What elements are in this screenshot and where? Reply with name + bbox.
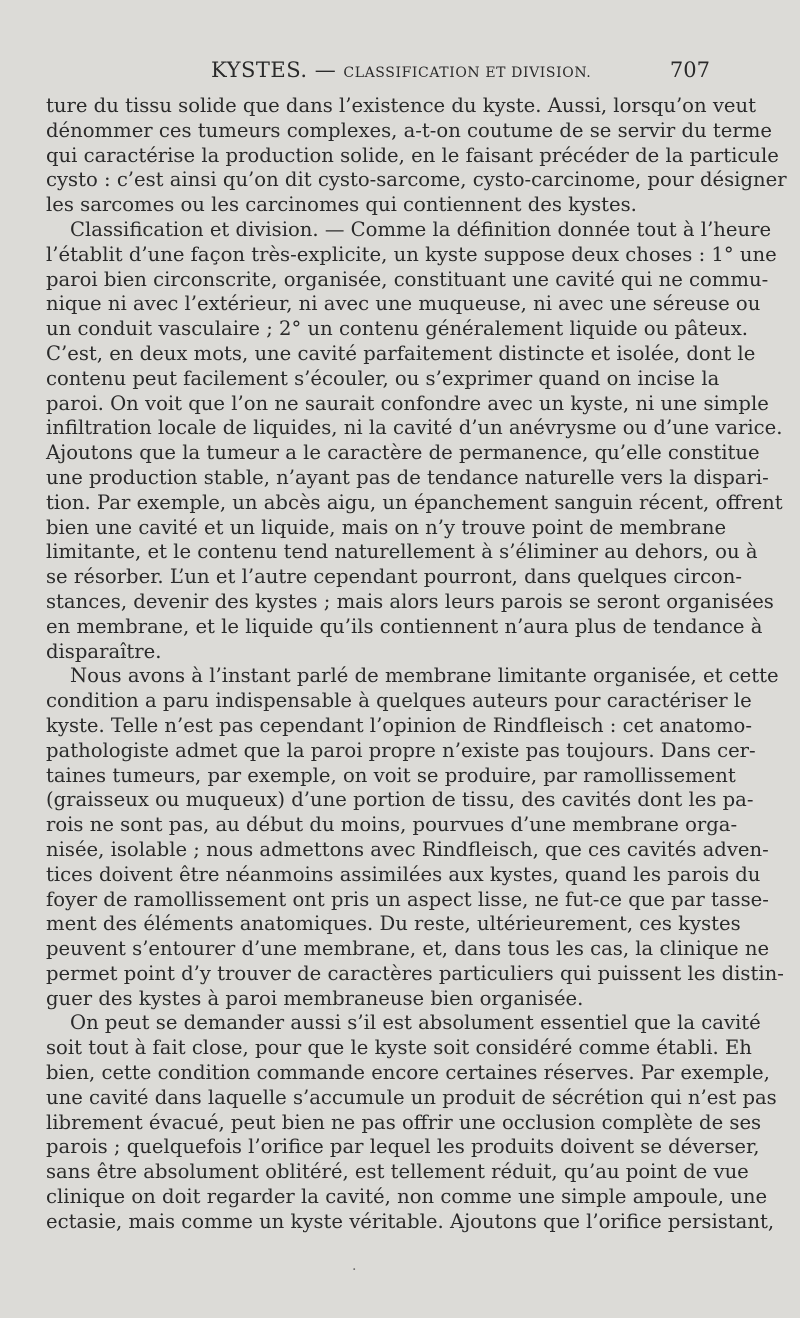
text-line: bien, cette condition commande encore certaines réserves. Par exemple, xyxy=(46,1061,770,1085)
page-header xyxy=(46,58,710,88)
text-line: nique ni avec l’extérieur, ni avec une muqueuse, ni avec une séreuse ou xyxy=(46,292,761,316)
text-line: ment des éléments anatomiques. Du reste, ultérieurement, ces kystes xyxy=(46,912,741,936)
text-line: tion. Par exemple, un abcès aigu, un épanchement sanguin récent, offrent xyxy=(46,490,783,514)
text-line: Ajoutons que la tumeur a le caractère de permanence, qu’elle constitue xyxy=(46,441,760,465)
text-line: l’établit d’une façon très-explicite, un kyste suppose deux choses : 1° une xyxy=(46,242,777,266)
text-line: condition a paru indispensable à quelques auteurs pour caractériser le xyxy=(46,689,752,713)
text-line: les sarcomes ou les carcinomes qui contiennent des kystes. xyxy=(46,193,637,217)
text-line: C’est, en deux mots, une cavité parfaitement distincte et isolée, dont le xyxy=(46,341,756,365)
text-line: qui caractérise la production solide, en le faisant précéder de la particule xyxy=(46,143,779,167)
text-line: ture du tissu solide que dans l’existence du kyste. Aussi, lorsqu’on veut xyxy=(46,94,756,117)
page-number: 707 xyxy=(669,58,710,82)
text-line: guer des kystes à paroi membraneuse bien organisée. xyxy=(46,986,584,1010)
text-line: une cavité dans laquelle s’accumule un produit de sécrétion qui n’est pas xyxy=(46,1085,777,1109)
text-line: une production stable, n’ayant pas de tendance naturelle vers la dispari- xyxy=(46,465,769,489)
text-line: en membrane, et le liquide qu’ils contiennent n’aura plus de tendance à xyxy=(46,614,763,638)
text-line: bien une cavité et un liquide, mais on n’y trouve point de membrane xyxy=(46,515,727,539)
text-line: disparaître. xyxy=(46,639,162,663)
text-line: foyer de ramollissement ont pris un aspect lisse, ne fut-ce que par tasse- xyxy=(46,887,769,911)
text-line: dénommer ces tumeurs complexes, a-t-on coutume de se servir du terme xyxy=(46,118,772,142)
text-line: limitante, et le contenu tend naturellement à s’éliminer au dehors, ou à xyxy=(46,540,758,564)
footer-mark: · xyxy=(352,1262,357,1278)
text-line: ectasie, mais comme un kyste véritable. Ajoutons que l’orifice persistant, xyxy=(46,1209,775,1233)
text-line: paroi bien circonscrite, organisée, constituant une cavité qui ne commu- xyxy=(46,267,769,291)
text-line: On peut se demander aussi s’il est absolument essentiel que la cavité xyxy=(70,1011,761,1035)
text-line: cysto : c’est ainsi qu’on dit cysto-sarcome, cysto-carcinome, pour désigner xyxy=(46,168,787,192)
text-line: peuvent s’entourer d’une membrane, et, dans tous les cas, la clinique ne xyxy=(46,937,770,961)
text-line: contenu peut facilement s’écouler, ou s’exprimer quand on incise la xyxy=(46,366,720,390)
text-line: pathologiste admet que la paroi propre n’existe pas toujours. Dans cer- xyxy=(46,738,756,762)
text-line: tices doivent être néanmoins assimilées aux kystes, quand les parois du xyxy=(46,862,761,886)
text-line: infiltration locale de liquides, ni la cavité d’un anévrysme ou d’une varice. xyxy=(46,416,783,440)
text-line: (graisseux ou muqueux) d’une portion de tissu, des cavités dont les pa- xyxy=(46,788,754,812)
text-line: nisée, isolable ; nous admettons avec Rindfleisch, que ces cavités adven- xyxy=(46,837,769,861)
text-line: se résorber. L’un et l’autre cependant pourront, dans quelques circon- xyxy=(46,565,742,589)
text-line: sans être absolument oblitéré, est tellement réduit, qu’au point de vue xyxy=(46,1160,749,1184)
text-line: clinique on doit regarder la cavité, non comme une simple ampoule, une xyxy=(46,1185,768,1209)
running-title-main: KYSTES. — xyxy=(211,58,337,82)
text-line: Nous avons à l’instant parlé de membrane limitante organisée, et cette xyxy=(70,664,779,688)
text-line: stances, devenir des kystes ; mais alors leurs parois se seront organisées xyxy=(46,589,774,613)
text-line: taines tumeurs, par exemple, on voit se produire, par ramollissement xyxy=(46,763,736,787)
running-title-section: CLASSIFICATION ET DIVISION. xyxy=(343,65,592,81)
body-text xyxy=(46,94,787,1235)
running-title xyxy=(211,58,591,82)
text-line: kyste. Telle n’est pas cependant l’opinion de Rindfleisch : cet anatomo- xyxy=(46,713,752,737)
text-line: Classification et division. — Comme la définition donnée tout à l’heure xyxy=(70,217,772,241)
text-line: permet point d’y trouver de caractères particuliers qui puissent les distin- xyxy=(46,961,784,985)
text-line: parois ; quelquefois l’orifice par lequel les produits doivent se déverser, xyxy=(46,1135,760,1159)
text-line: librement évacué, peut bien ne pas offrir une occlusion complète de ses xyxy=(46,1110,762,1134)
text-line: soit tout à fait close, pour que le kyste soit considéré comme établi. Eh xyxy=(46,1036,752,1060)
text-line: un conduit vasculaire ; 2° un contenu généralement liquide ou pâteux. xyxy=(46,317,749,341)
text-line: rois ne sont pas, au début du moins, pourvues d’une membrane orga- xyxy=(46,813,738,837)
text-line: paroi. On voit que l’on ne saurait confondre avec un kyste, ni une simple xyxy=(46,391,769,415)
